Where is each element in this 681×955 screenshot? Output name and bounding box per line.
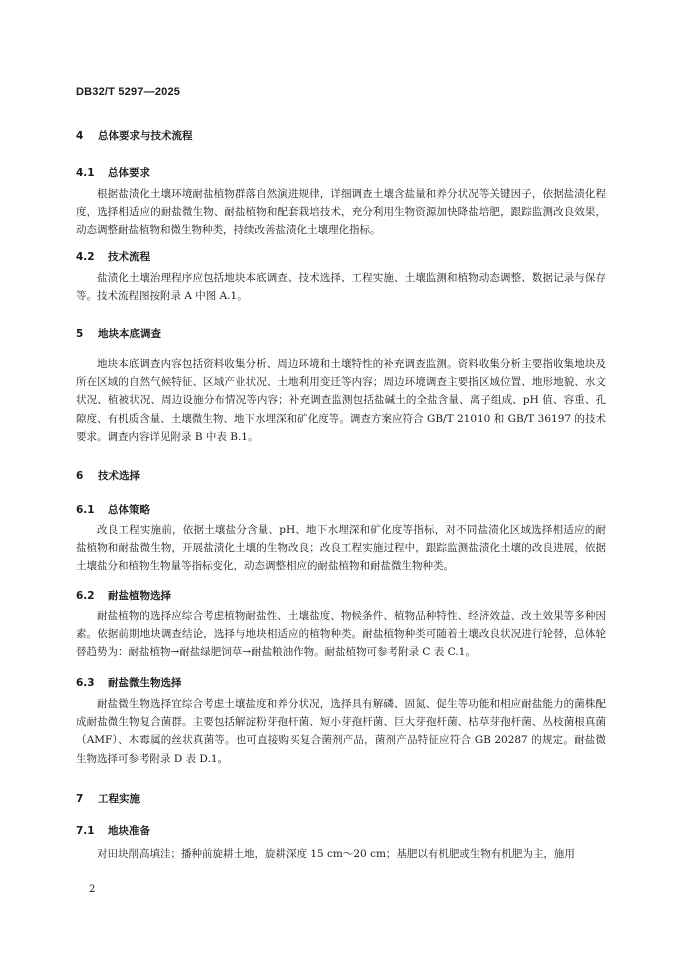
section-title: 总体要求 xyxy=(108,167,150,179)
section-title: 总体策略 xyxy=(108,504,150,516)
section-4-2-heading xyxy=(76,249,150,264)
section-4-1-paragraph: 根据盐渍化土壤环境耐盐植物群落自然演进规律，详细调查土壤含盐量和养分状况等关键因子，依据盐渍化程度，选择相适应的耐盐微生物、耐盐植物和配套栽培技术，充分利用生物资源加快降盐培肥，跟踪监测改良效果，动态调整耐盐植物和微生物种类，持续改善盐渍化土壤理化指标。 xyxy=(76,188,606,237)
section-title: 总体要求与技术流程 xyxy=(98,130,193,142)
section-number: 6 xyxy=(76,470,84,482)
section-6-1-heading xyxy=(76,502,150,517)
section-title: 技术选择 xyxy=(98,470,140,482)
section-number: 4 xyxy=(76,130,84,142)
section-6-1-paragraph: 改良工程实施前，依据土壤盐分含量、pH、地下水埋深和矿化度等指标，对不同盐渍化区域选择相适应的耐盐植物和耐盐微生物，开展盐渍化土壤的生物改良；改良工程实施过程中，跟踪监测盐渍化土壤的改良进展，依据土壤盐分和植物生物量等指标变化，动态调整相应的耐盐植物和耐盐微生物种类。 xyxy=(76,524,606,573)
section-title: 技术流程 xyxy=(108,251,150,263)
section-7-1-paragraph: 对田块削高填洼；播种前旋耕土地，旋耕深度 15 cm～20 cm；基肥以有机肥或生物有机肥为主，施用 xyxy=(97,848,575,860)
section-4-1-heading xyxy=(76,165,150,180)
section-number: 6.1 xyxy=(76,504,95,516)
section-number: 4.2 xyxy=(76,251,95,263)
page-number: 2 xyxy=(89,884,96,895)
section-4-heading xyxy=(76,128,193,143)
section-5-heading xyxy=(76,326,161,341)
section-6-3-heading xyxy=(76,675,182,690)
section-number: 4.1 xyxy=(76,167,95,179)
section-number: 6.2 xyxy=(76,590,95,602)
section-title: 工程实施 xyxy=(98,793,140,805)
section-number: 6.3 xyxy=(76,677,95,689)
section-7-heading xyxy=(76,791,140,806)
section-title: 耐盐微生物选择 xyxy=(108,677,182,689)
section-4-2-paragraph: 盐渍化土壤治理程序应包括地块本底调查、技术选择、工程实施、土壤监测和植物动态调整、数据记录与保存等。技术流程图按附录 A 中图 A.1。 xyxy=(76,272,606,303)
section-title: 地块本底调查 xyxy=(98,328,161,340)
section-6-3-paragraph: 耐盐微生物选择宜综合考虑土壤盐度和养分状况，选择具有解磷、固氮、促生等功能和相应耐盐能力的菌株配成耐盐微生物复合菌群。主要包括解淀粉芽孢杆菌、短小芽孢杆菌、巨大芽孢杆菌、枯草芽孢杆菌、丛枝菌根真菌（AMF）、木霉属的丝状真菌等。也可直接购买复合菌剂产品，菌剂产品特征应符合 GB 20287 的规定。耐盐微生物选择可参考附录 D 表 D.1。 xyxy=(76,698,606,765)
section-number: 7.1 xyxy=(76,825,95,837)
section-title: 耐盐植物选择 xyxy=(108,590,171,602)
section-6-2-paragraph: 耐盐植物的选择应综合考虑植物耐盐性、土壤盐度、物候条件、植物品种特性、经济效益、改土效果等多种因素。依据前期地块调查结论，选择与地块相适应的植物种类。耐盐植物种类可随着土壤改良状况进行轮替，总体轮替趋势为：耐盐植物→耐盐绿肥饲草→耐盐粮油作物。耐盐植物可参考附录 C 表 C.1。 xyxy=(76,610,606,659)
section-number: 7 xyxy=(76,793,84,805)
section-6-2-heading xyxy=(76,588,171,603)
section-5-paragraph: 地块本底调查内容包括资料收集分析、周边环境和土壤特性的补充调查监测。资料收集分析主要指收集地块及所在区域的自然气候特征、区域产业状况、土地利用变迁等内容；周边环境调查主要指区域位置、地形地貌、水文状况、植被状况、周边设施分布情况等内容；补充调查监测包括盐碱土的全盐含量、离子组成、pH 值、容重、孔隙度、有机质含量、土壤微生物、地下水埋深和矿化度等。调查方案应符合 GB/T 21010 和 GB/T 36197 的技术要求。调查内容详见附录 B 中表 B.1。 xyxy=(76,358,606,443)
document-code: DB32/T 5297—2025 xyxy=(76,86,181,98)
section-title: 地块准备 xyxy=(108,825,150,837)
section-number: 5 xyxy=(76,328,84,340)
section-7-1-heading xyxy=(76,823,150,838)
section-6-heading xyxy=(76,468,140,483)
